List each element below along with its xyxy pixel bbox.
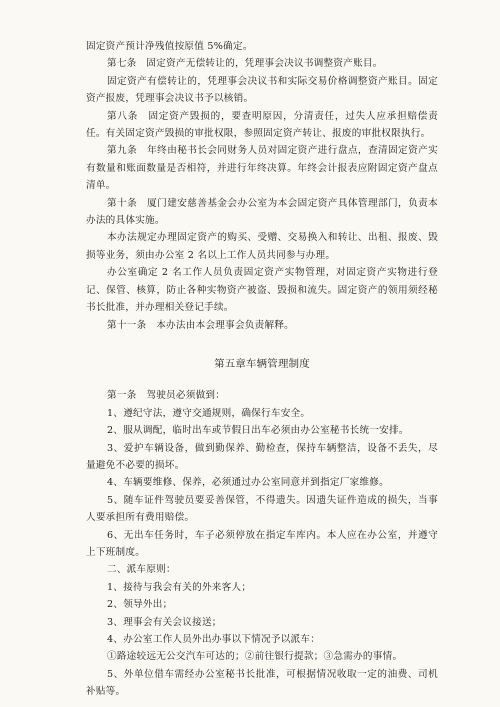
list-item: 4、车辆要维修、保养，必须通过办公室同意并到指定厂家维修。 — [107, 477, 389, 489]
list-item: 4、办公室工作人员外出办事以下情况予以派车： — [107, 634, 321, 645]
article-9: 第九条 年终由秘书长会同财务人员对固定资产进行盘点，查清固定资产实有数量和账面数量是否相符，并进行年终决算。年终会计报表应附固定资产盘点清单。 — [86, 145, 438, 192]
section-heading: 二、派车原则： — [107, 564, 176, 576]
list-item: ①路途较远无公交汽车可达的；②前往银行提款；③急需办的事情。 — [107, 651, 403, 663]
list-item: 2、服从调配，临时出车或节假日出车必须由办公室秘书长统一安排。 — [107, 425, 409, 437]
paragraph: 本办法规定办理固定资产的购买、受赠、交易换入和转让、出租、报废、毁损等业务，须由办公室 2 名以上工作人员共同参与办理。 — [86, 232, 438, 261]
article-1: 第一条 驾驶员必须做到： — [107, 390, 226, 402]
list-item: 2、领导外出； — [107, 599, 173, 611]
article-10: 第十条 厦门建安慈善基金会办公室为本会固定资产具体管理部门，负责本办法的具体实施。 — [86, 197, 438, 227]
list-item: 1、遵纪守法，遵守交通规则，确保行车安全。 — [107, 407, 311, 419]
list-item: 3、爱护车辆设备，做到勤保养、勤检查，保持车辆整洁，设备不丢失，尽量避免不必要的损坏。 — [86, 442, 438, 471]
paragraph: 办公室确定 2 名工作人员负责固定资产实物管理，对固定资产实物进行登记、保管、核算，防止各种实物资产被盗、毁损和流失。固定资产的领用须经秘书长批准，并办理相关登记手续。 — [86, 267, 438, 314]
paragraph: 固定资产有偿转让的，凭理事会决议书和实际交易价格调整资产账目。固定资产报废，凭理事会决议书予以核销。 — [86, 75, 438, 105]
article-11: 第十一条 本办法由本会理事会负责解释。 — [107, 319, 295, 331]
list-item: 5、随车证件驾驶员要妥善保管，不得遗失。因遗失证件造成的损失，当事人要承担所有费用赔偿。 — [86, 494, 438, 524]
article-7: 第七条 固定资产无偿转让的，凭理事会决议书调整资产账目。 — [107, 58, 383, 70]
chapter-title: 第五章车辆管理制度 — [214, 357, 310, 370]
list-item: 1、接待与我会有关的外来客人； — [107, 581, 252, 593]
list-item: 3、理事会有关会议接送； — [107, 616, 222, 628]
paragraph: 固定资产预计净残值按原值 5%确定。 — [86, 41, 253, 52]
article-8: 第八条 固定资产毁损的，要查明原因，分清责任，过失人应承担赔偿责任。有关固定资产毁损的审批权限，参照固定资产转让、报废的审批权限执行。 — [86, 110, 438, 140]
list-item: 6、无出车任务时，车子必须停放在指定车库内。本人应在办公室，并遵守上下班制度。 — [86, 529, 438, 558]
list-item: 5、外单位借车需经办公室秘书长批准，可根据情况收取一定的油费、司机补贴等。 — [86, 668, 438, 698]
document-body — [86, 38, 438, 701]
